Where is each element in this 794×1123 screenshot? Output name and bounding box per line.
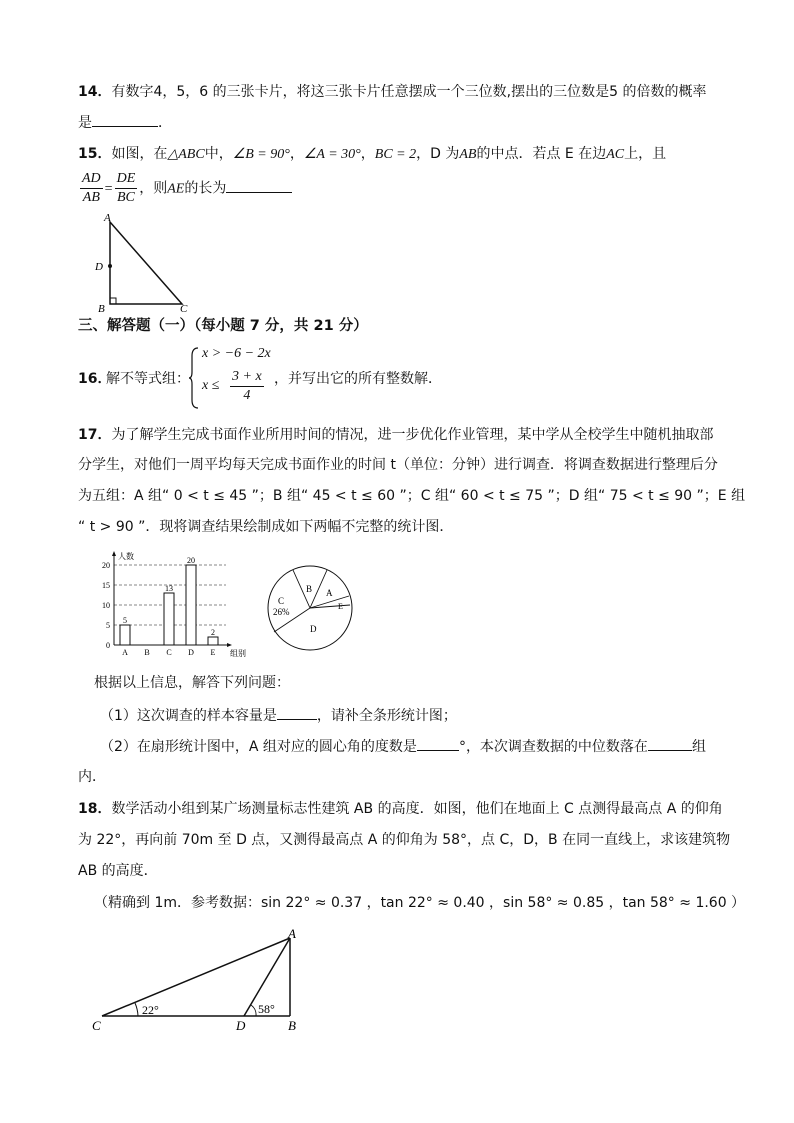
pie-label-c-percent: 26% [273,607,290,617]
q14-line2 [78,112,172,133]
pie-label-e: E [338,602,343,611]
q15-text: 的中点．若点 E 在边 [476,146,607,162]
q17-sub1-text-end: ，请补全条形统计图； [316,708,457,724]
q15-line2 [78,170,292,207]
q16-inequality-1: x > −6 − 2x [202,346,271,361]
pie-divider [310,570,327,608]
bar-e [208,637,218,645]
q16-inequality-2-left: x ≤ [202,378,220,393]
q17-text: 为了解学生完成书面作业所用时间的情况，进一步优化作业管理，某中学从全校学生中随机抽取部 [111,427,714,443]
point-d [108,264,112,268]
bar-chart [96,548,256,660]
bar-value-label: 20 [187,556,195,565]
x-axis-label: 组别 [230,649,246,658]
y-tick-label: 5 [106,621,110,630]
q14-text-suffix: ． [158,115,172,131]
bar-value-label: 2 [211,628,215,637]
q16-text-end: ，并写出它的所有整数解． [274,371,442,387]
label-c: C [180,303,188,315]
q15-text: ，则 [139,180,168,197]
fraction-numerator: AD [80,170,103,189]
fraction-numerator: 3 + x [230,368,264,387]
q17-line3: 为五组：A 组“ 0 < t ≤ 45 ”；B 组“ 45 < t ≤ 60 ”；C 组“ 60 < t ≤ 75 ”；D 组“ 75 < t ≤ 90 ”；E 组 [78,488,746,504]
q14-text: 有数字4，5，6 的三张卡片，将这三张卡片任意摆成一个三位数,摆出的三位数是5 的倍数的概率 [111,84,707,100]
q17-sub1-blank[interactable] [277,705,317,720]
q15-ab: AB [459,147,477,162]
q15-answer-blank[interactable] [226,178,292,193]
bar-c [164,593,174,645]
label-d: D [95,261,103,273]
x-axis-arrow-icon [227,643,232,647]
bar-value-label: 13 [165,584,173,593]
q15-fraction-ad-ab [80,170,103,207]
label-c: C [92,1018,101,1033]
q17-number: 17． [78,427,112,443]
q15-condition-a: ∠A = 30° [303,147,361,162]
x-tick-label: B [144,648,150,657]
q15-text: 上，且 [624,146,667,162]
angle-arc-58 [251,1005,256,1016]
label-a: A [288,926,296,941]
section-3-title: 三、解答题（一）（每小题 7 分，共 21 分） [78,318,368,334]
q17-sub2-blank-1[interactable] [417,736,459,751]
angle-label-22: 22° [142,1003,159,1017]
y-axis-arrow-icon [112,551,116,556]
fraction-denominator: BC [116,190,135,205]
q18-building-figure [88,926,318,1036]
right-angle-mark [110,298,116,304]
q17-sub2 [100,736,706,757]
q17-sub2-text-mid: °，本次调查数据的中位数落在 [458,739,648,755]
y-tick-label: 0 [106,641,110,650]
q15-condition-b: ∠B = 90° [232,147,290,162]
label-d: D [236,1018,246,1033]
fraction-denominator: 4 [243,388,251,403]
q15-number: 15． [78,146,112,162]
angle-label-58: 58° [258,1002,275,1016]
q15-triangle: △ABC [167,147,205,162]
q18-text: 数学活动小组到某广场测量标志性建筑 AB 的高度．如图，他们在地面上 C 点测得最高点 A 的仰角 [111,801,723,817]
x-tick-label: A [122,648,128,657]
q18-line2: 为 22°，再向前 70m 至 D 点，又测得最高点 A 的仰角为 58°，点 C，D，B 在同一直线上，求该建筑物 [78,832,731,848]
q14-line1 [78,82,706,102]
q18-line1 [78,799,723,819]
q16-fraction [230,368,264,405]
q18-line3: AB 的高度． [78,863,158,879]
q17-sub2-text-end: 组 [691,739,706,755]
q18-reference-data: （精确到 1m．参考数据：sin 22° ≈ 0.37 ，tan 22° ≈ 0.40 ，sin 58° ≈ 0.85 ，tan 58° ≈ 1.60 ） [94,895,746,911]
brace-icon [188,346,200,410]
fraction-denominator: AB [82,190,100,205]
x-tick-label: C [166,648,172,657]
y-tick-label: 10 [102,601,110,610]
q18-number: 18． [78,801,112,817]
q15-text: ，D 为 [416,146,460,162]
pie-label-d: D [310,624,317,634]
q15-condition-bc: BC = 2 [374,147,417,162]
pie-label-c: C [278,596,285,606]
x-tick-label: E [210,648,216,657]
triangle-abc [110,222,182,304]
q17-sub2-cont: 内． [78,769,106,785]
y-tick-label: 20 [102,561,110,570]
y-axis-label: 人数 [118,552,134,561]
q16-block [78,346,498,410]
q15-text: 如图，在 [111,146,168,162]
angle-arc-22 [135,1003,138,1016]
bar-a [120,625,130,645]
bar-value-label: 5 [123,616,127,625]
q17-sub2-blank-2[interactable] [648,736,692,751]
q14-text-prefix: 是 [78,115,92,131]
y-tick-label: 15 [102,581,110,590]
q15-triangle-figure [88,212,198,316]
equals-sign: = [104,181,113,197]
q15-ac: AC [606,147,625,162]
q17-sub2-text: （2）在扇形统计图中，A 组对应的圆心角的度数是 [100,739,417,755]
q14-number: 14． [78,84,112,100]
q17-line1 [78,425,713,445]
x-tick-label: D [188,648,194,657]
bar-d [186,565,196,645]
q17-line4: “ t > 90 ”．现将调查结果绘制成如下两幅不完整的统计图． [78,519,454,535]
q17-line2: 分学生，对他们一周平均每天完成书面作业的时间 t（单位：分钟）进行调查．将调查数据进行整理后分 [78,457,718,473]
q14-answer-blank[interactable] [92,112,158,127]
q16-text: 解不等式组： [106,371,190,387]
q15-text: 中， [204,146,233,162]
q15-text: 的长为 [184,180,227,197]
q15-line1: 15．如图，在△ABC中，∠B = 90°，∠A = 30°，BC = 2，D 为AB的中点．若点 E 在边AC上，且 [78,146,667,162]
q15-ae: AE [167,181,185,197]
q17-instruction: 根据以上信息，解答下列问题： [94,675,290,691]
label-b: B [288,1018,296,1033]
fraction-numerator: DE [115,170,138,189]
q17-sub1-text: （1）这次调查的样本容量是 [100,708,277,724]
q15-fraction-de-bc [115,170,138,207]
pie-label-a: A [326,588,333,598]
q17-sub1 [100,705,457,726]
pie-chart [262,560,362,660]
label-a: A [104,212,111,224]
label-b: B [98,303,105,315]
q16-number: 16． [78,371,112,387]
pie-label-b: B [306,584,313,594]
